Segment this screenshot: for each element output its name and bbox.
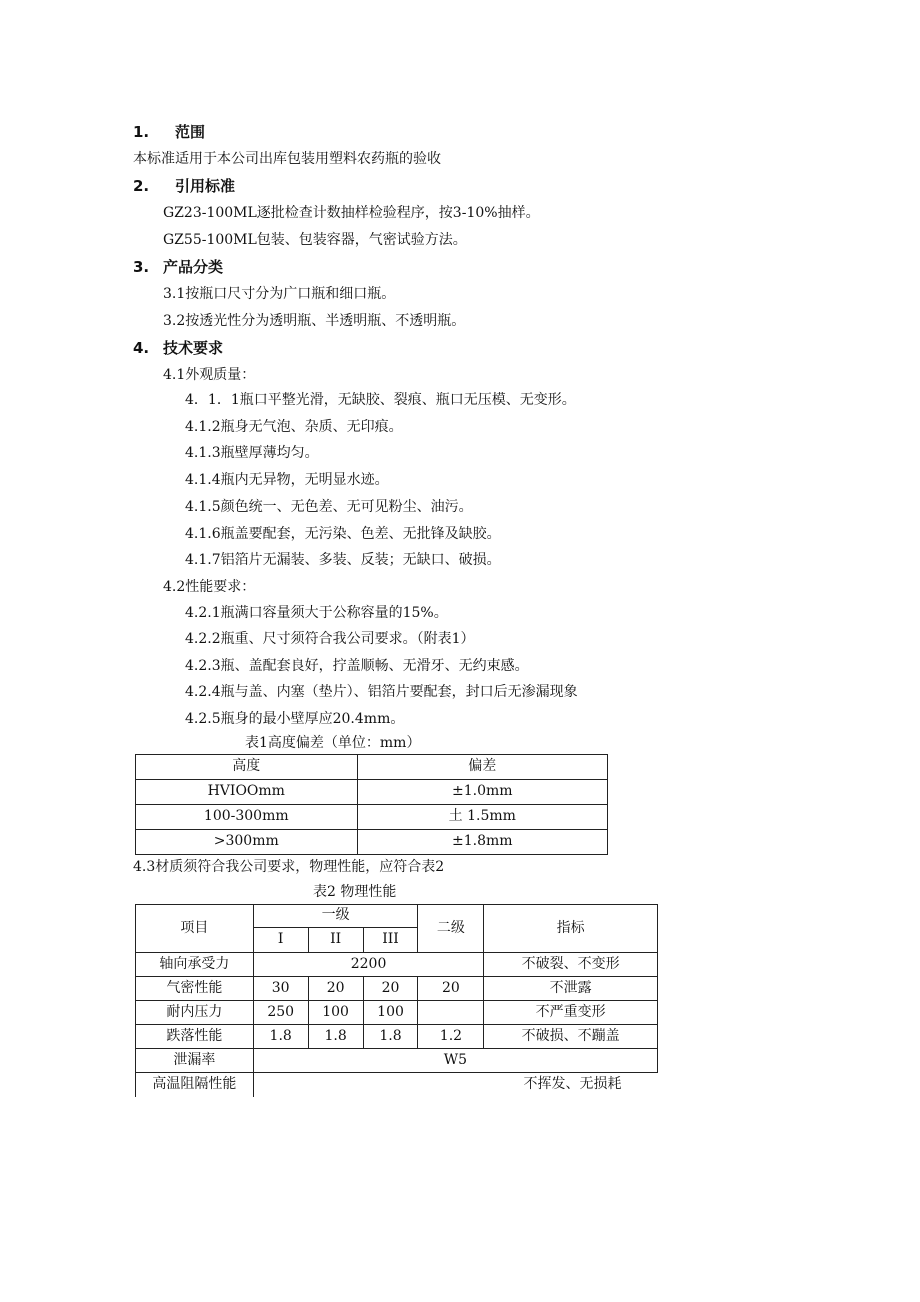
table-cell: 20 (363, 977, 418, 1001)
table-cell: 250 (253, 1001, 308, 1025)
requirement-item: 4.1.5颜色统一、无色差、无可见粉尘、油污。 (185, 499, 473, 515)
header-cell: 偏差 (357, 755, 607, 780)
section-4-heading (133, 338, 223, 358)
table-2-caption: 表2 物理性能 (313, 884, 397, 900)
height-deviation-table (135, 754, 608, 855)
requirement-item: 4.1.6瓶盖要配套，无污染、色差、无批锋及缺胶。 (185, 526, 501, 542)
table-cell: 100 (308, 1001, 363, 1025)
table-row (136, 805, 608, 830)
reference-item: GZ55-100ML包装、包装容器，气密试验方法。 (163, 232, 467, 248)
table-cell: 30 (253, 977, 308, 1001)
table-cell (418, 1001, 484, 1025)
row-label: 耐内压力 (136, 1001, 254, 1025)
section-number: 3. (133, 258, 150, 276)
header-cell: I (253, 928, 308, 953)
reference-item: GZ23-100ML逐批检查计数抽样检验程序，按3-10%抽样。 (163, 205, 540, 221)
header-cell: II (308, 928, 363, 953)
subsection-4-1: 4.1外观质量： (163, 367, 256, 383)
table-row (136, 1025, 658, 1049)
table-cell: W5 (253, 1049, 657, 1073)
header-cell: 一级 (253, 905, 418, 928)
row-label: 气密性能 (136, 977, 254, 1001)
table-row (136, 830, 608, 855)
subsection-4-3: 4.3材质须符合我公司要求，物理性能，应符合表2 (133, 859, 445, 875)
table-row (136, 1001, 658, 1025)
table-row (136, 953, 658, 977)
table-cell: 1.2 (418, 1025, 484, 1049)
table-cell: 100 (363, 1001, 418, 1025)
table-cell: 20 (308, 977, 363, 1001)
table-row (136, 1073, 658, 1097)
table-cell: 1.8 (253, 1025, 308, 1049)
section-title: 范围 (175, 123, 206, 141)
table-cell: 不泄露 (484, 977, 658, 1001)
table-cell: 1.8 (308, 1025, 363, 1049)
table-cell: 2200 (253, 953, 484, 977)
table-cell: 土 1.5mm (357, 805, 607, 830)
section-number: 1. (133, 123, 150, 141)
table-cell: ±1.0mm (357, 780, 607, 805)
requirement-item: 4.1.2瓶身无气泡、杂质、无印痕。 (185, 419, 403, 435)
table-cell: 不挥发、无损耗 (253, 1073, 657, 1097)
requirement-item: 4.2.5瓶身的最小壁厚应20.4mm。 (185, 711, 405, 727)
table-cell: 1.8 (363, 1025, 418, 1049)
header-cell: III (363, 928, 418, 953)
table-row (136, 1049, 658, 1073)
requirement-item: 4.2.1瓶满口容量须大于公称容量的15%。 (185, 605, 448, 621)
header-cell: 项目 (136, 905, 254, 953)
requirement-item: 4.1.3瓶壁厚薄均匀。 (185, 445, 319, 461)
table-row (136, 977, 658, 1001)
section-1-heading (133, 122, 205, 142)
header-cell: 高度 (136, 755, 358, 780)
row-label: 高温阻隔性能 (136, 1073, 254, 1097)
section-3-heading (133, 257, 223, 277)
table-header-row (136, 905, 658, 928)
requirement-item: 4.2.2瓶重、尺寸须符合我公司要求。（附表1） (185, 631, 475, 647)
requirement-item: 4．1．1瓶口平整光滑，无缺胶、裂痕、瓶口无压模、无变形。 (185, 392, 576, 408)
section-number: 4. (133, 339, 150, 357)
row-label: 泄漏率 (136, 1049, 254, 1073)
table-header-row (136, 755, 608, 780)
table-cell: 不破裂、不变形 (484, 953, 658, 977)
requirement-item: 4.2.4瓶与盖、内塞（垫片）、铝箔片要配套，封口后无渗漏现象 (185, 684, 578, 700)
row-label: 轴向承受力 (136, 953, 254, 977)
table-row (136, 780, 608, 805)
section-1-body: 本标准适用于本公司出库包装用塑料农药瓶的验收 (133, 151, 441, 167)
section-title: 产品分类 (163, 258, 224, 276)
requirement-item: 4.1.7铝箔片无漏装、多装、反装；无缺口、破损。 (185, 552, 501, 568)
table-cell: HVIOOmm (136, 780, 358, 805)
section-title: 引用标准 (175, 177, 236, 195)
classification-item: 3.2按透光性分为透明瓶、半透明瓶、不透明瓶。 (163, 313, 466, 329)
table-cell: >300mm (136, 830, 358, 855)
table-cell: 不破损、不蹦盖 (484, 1025, 658, 1049)
header-cell: 二级 (418, 905, 484, 953)
section-title: 技术要求 (163, 339, 224, 357)
row-label: 跌落性能 (136, 1025, 254, 1049)
classification-item: 3.1按瓶口尺寸分为广口瓶和细口瓶。 (163, 286, 396, 302)
section-number: 2. (133, 177, 150, 195)
table-1-caption: 表1高度偏差（单位：mm） (245, 735, 421, 751)
table-cell: 不严重变形 (484, 1001, 658, 1025)
requirement-item: 4.2.3瓶、盖配套良好，拧盖顺畅、无滑牙、无约束感。 (185, 658, 529, 674)
table-cell: ±1.8mm (357, 830, 607, 855)
table-cell: 20 (418, 977, 484, 1001)
table-cell: 100-300mm (136, 805, 358, 830)
physical-properties-table (135, 904, 658, 1097)
subsection-4-2: 4.2性能要求： (163, 579, 256, 595)
section-2-heading (133, 176, 235, 196)
requirement-item: 4.1.4瓶内无异物，无明显水迹。 (185, 472, 389, 488)
header-cell: 指标 (484, 905, 658, 953)
